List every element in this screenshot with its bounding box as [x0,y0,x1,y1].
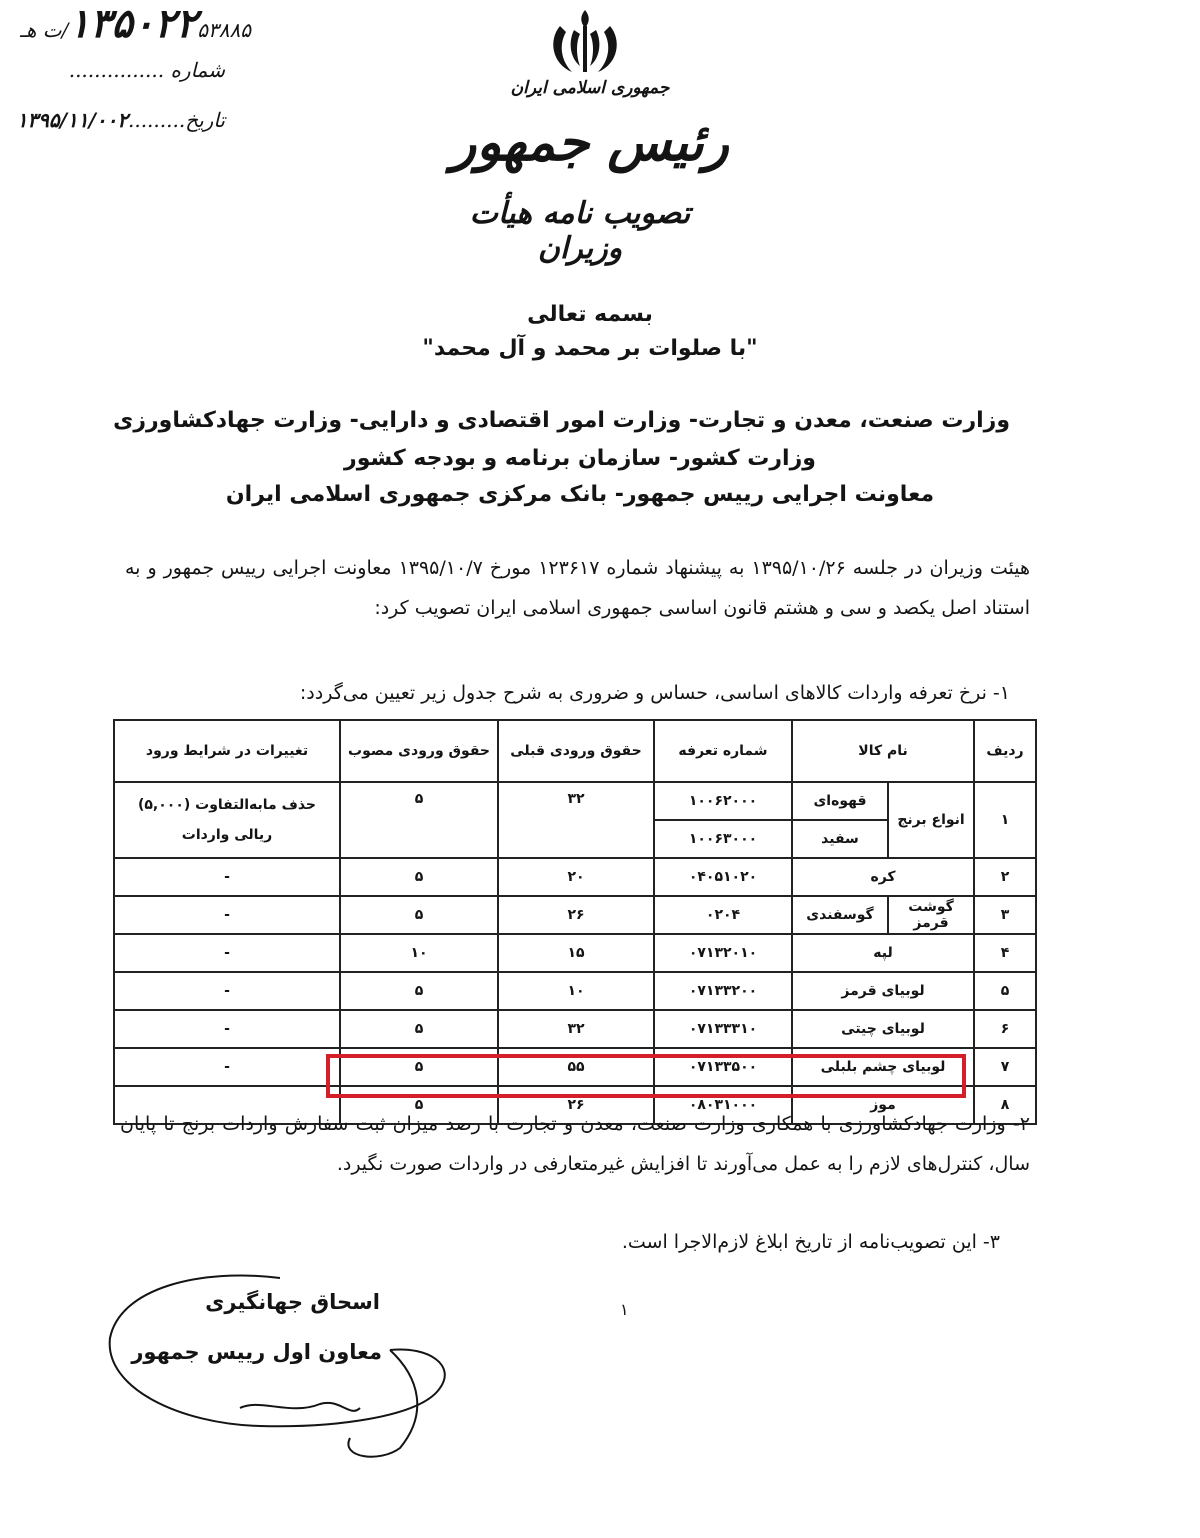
cell-previous-duty: ۳۲ [498,782,654,858]
cell-goods-name: لوبیای چیتی [792,1010,974,1048]
table-row [114,896,1036,934]
cell-row-number: ۲ [974,858,1036,896]
clause-1: ۱- نرخ تعرفه واردات کالاهای اساسی، حساس و ضروری به شرح جدول زیر تعیین می‌گردد: [299,682,1010,704]
salavat: "با صلوات بر محمد و آل محمد" [422,336,758,361]
cell-row-number: ۶ [974,1010,1036,1048]
header-tariff-code: شماره تعرفه [654,720,792,782]
table-header-row [114,720,1036,782]
cell-goods-group: انواع برنج [888,782,974,858]
highlight-box [326,1054,966,1098]
reference-number-line [20,0,320,47]
cell-previous-duty: ۱۰ [498,972,654,1010]
cell-entry-changes: حذف مابه‌التفاوت (۵,۰۰۰) ریالی واردات [114,782,340,858]
recipient-line-3: معاونت اجرایی رییس جمهور- بانک مرکزی جمهوری اسلامی ایران [225,482,935,507]
cell-goods-subtype: سفید [792,820,888,858]
cell-row-number: ۴ [974,934,1036,972]
header-row-number: ردیف [974,720,1036,782]
cell-entry-changes: - [114,896,340,934]
cell-entry-changes: - [114,934,340,972]
iran-emblem-icon [540,6,630,78]
cell-goods-name: لوبیای قرمز [792,972,974,1010]
cell-entry-changes: - [114,972,340,1010]
reference-number-suffix: هـ [20,18,37,42]
cell-approved-duty: ۱۰ [340,934,498,972]
cell-goods-name: لوبیای چشم بلبلی [792,1048,974,1086]
cell-approved-duty: ۵ [340,1086,498,1124]
cell-entry-changes: - [114,858,340,896]
cell-previous-duty: ۲۶ [498,1086,654,1124]
cell-previous-duty: ۵۵ [498,1048,654,1086]
reference-date [0,108,225,132]
table-row [114,1010,1036,1048]
cell-tariff-code: ۰۷۱۳۳۲۰۰ [654,972,792,1010]
cell-goods-name: گوشت قرمز [888,896,974,934]
cell-tariff-code: ۰۴۰۵۱۰۲۰ [654,858,792,896]
clause-3: ۳- این تصویب‌نامه از تاریخ ابلاغ لازم‌الاجرا است. [621,1231,1000,1253]
recipient-line-2: وزارت کشور- سازمان برنامه و بودجه کشور [344,446,816,471]
cell-previous-duty: ۱۵ [498,934,654,972]
cell-approved-duty: ۵ [340,972,498,1010]
cell-tariff-code: ۰۷۱۳۳۵۰۰ [654,1048,792,1086]
reference-number-label: شماره ............... [68,58,225,82]
cell-tariff-code: ۰۲۰۴ [654,896,792,934]
cell-approved-duty: ۵ [340,1010,498,1048]
cell-approved-duty: ۵ [340,896,498,934]
page-number: ۱ [620,1300,629,1319]
header-goods-name: نام کالا [792,720,974,782]
signatory-title: معاون اول رییس جمهور [131,1340,382,1364]
reference-number-printed: ۱۳۵۰۲۲ [68,0,198,47]
cell-tariff-code: ۰۸۰۳۱۰۰۰ [654,1086,792,1124]
republic-title: جمهوری اسلامی ایران [510,78,670,98]
cell-entry-changes: - [114,1010,340,1048]
cell-tariff-code: ۰۷۱۳۲۰۱۰ [654,934,792,972]
cell-tariff-code: ۰۷۱۳۳۳۱۰ [654,1010,792,1048]
cell-row-number: ۸ [974,1086,1036,1124]
cell-approved-duty: ۵ [340,1048,498,1086]
table-row [114,858,1036,896]
table-row [114,972,1036,1010]
signatory-name: اسحاق جهانگیری [205,1290,380,1314]
approval-title: تصویب نامه هیأت وزیران [469,196,691,266]
cell-approved-duty: ۵ [340,782,498,858]
clause-2: ۲- وزارت جهادکشاورزی با همکاری وزارت صنعت، معدن و تجارت با رصد میزان ثبت سفارش واردات برنج تا پایان سال، کنترل‌های لازم را به عمل می‌آورند تا افزایش غیرمتعارفی در واردات صورت نگیرد. [120,1113,1030,1175]
header-entry-changes: تغییرات در شرایط ورود [114,720,340,782]
cell-row-number: ۳ [974,896,1036,934]
bismillah: بسمه تعالی [527,302,653,327]
cell-goods-name: کره [792,858,974,896]
president-title: رئیس جمهور [451,112,729,173]
cell-row-number: ۷ [974,1048,1036,1086]
cell-entry-changes: - [114,1048,340,1086]
header-previous-duty: حقوق ورودی قبلی [498,720,654,782]
reference-date-label: تاریخ......... [127,108,225,132]
cell-previous-duty: ۲۶ [498,896,654,934]
table-row [114,934,1036,972]
cell-previous-duty: ۳۲ [498,1010,654,1048]
recipient-line-1: وزارت صنعت، معدن و تجارت- وزارت امور اقتصادی و دارایی- وزارت جهادکشاورزی [113,408,1010,433]
table-row [114,782,1036,820]
cell-row-number: ۵ [974,972,1036,1010]
cell-goods-name: موز [792,1086,974,1124]
cell-goods-subtype: گوسفندی [792,896,888,934]
reference-date-value: ۱۳۹۵/۱۱/۰۰۲ [16,108,128,132]
preamble-paragraph: هیئت وزیران در جلسه ۱۳۹۵/۱۰/۲۶ به پیشنهاد شماره ۱۲۳۶۱۷ مورخ ۱۳۹۵/۱۰/۷ معاونت اجرایی رییس جمهور و به استناد اصل یکصد و سی و هشتم قانون اساسی جمهوری اسلامی ایران تصویب کرد: [125,557,1031,619]
cell-goods-name: لپه [792,934,974,972]
header-approved-duty: حقوق ورودی مصوب [340,720,498,782]
cell-approved-duty: ۵ [340,858,498,896]
cell-row-number: ۱ [974,782,1036,858]
cell-goods-subtype: قهوه‌ای [792,782,888,820]
cell-tariff-code: ۱۰۰۶۳۰۰۰ [654,820,792,858]
cell-tariff-code: ۱۰۰۶۲۰۰۰ [654,782,792,820]
reference-number-handwritten: ۵۳۸۸۵/ت [42,18,251,42]
cell-previous-duty: ۲۰ [498,858,654,896]
